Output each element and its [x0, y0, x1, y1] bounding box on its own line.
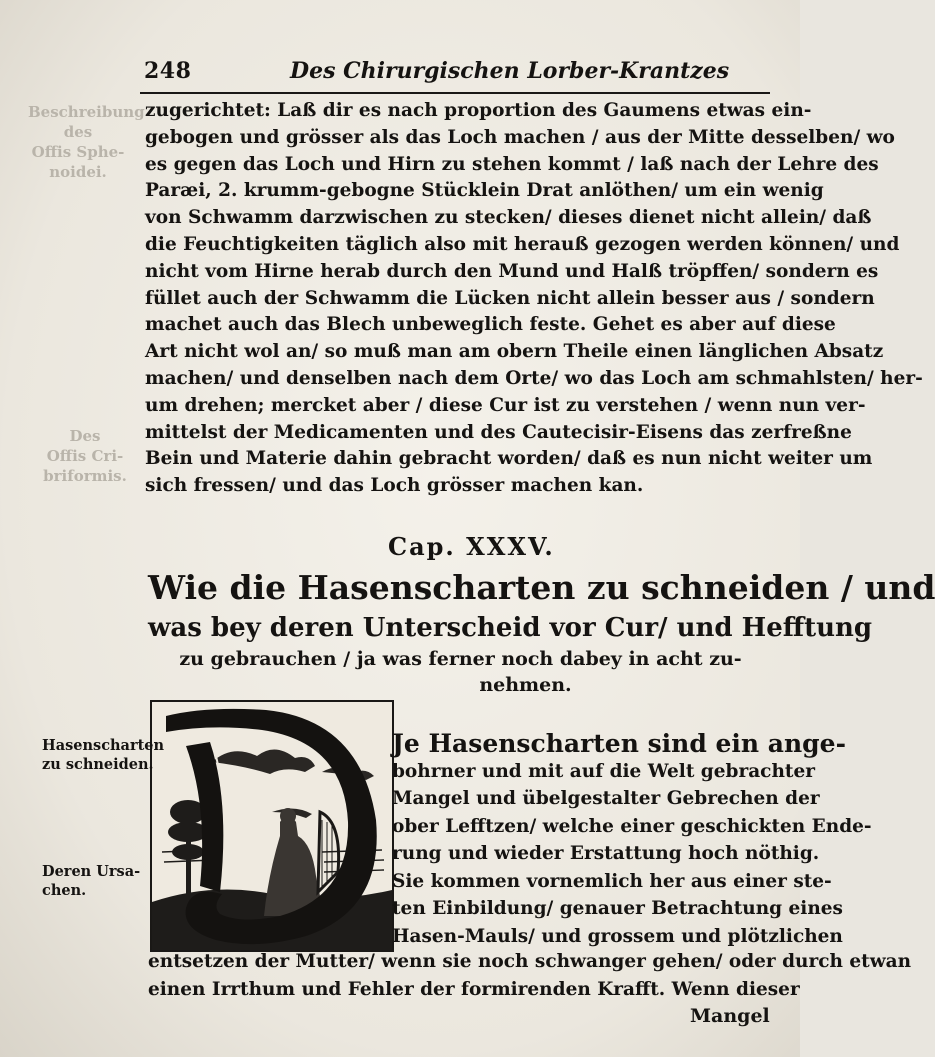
- chapter-title: [148, 566, 935, 698]
- text-line: Je Hasenscharten sind ein ange-: [392, 729, 846, 758]
- chapter-title-line: was bey deren Unterscheid vor Cur/ und Hefftung: [148, 613, 873, 643]
- margin-note-hasenscharten: [42, 736, 164, 774]
- chapter-title-line: nehmen.: [479, 674, 572, 696]
- margin-note-line: Hasenscharten: [42, 737, 165, 754]
- text-line: einen Irrthum und Fehler der formirenden Krafft. Wenn dieser: [148, 979, 800, 1000]
- paragraph-continued: [145, 98, 923, 500]
- page-number: 248: [144, 58, 192, 84]
- text-line: es gegen das Loch und Hirn zu stehen kommt / laß nach der Lehre des: [145, 153, 879, 175]
- ghost-note-line: Beschreibung: [28, 103, 145, 121]
- text-line: füllet auch der Schwamm die Lücken nicht allein besser aus / sondern: [145, 287, 875, 309]
- text-line: gebogen und grösser als das Loch machen / aus der Mitte desselben/ wo: [145, 126, 895, 148]
- text-line: machet auch das Blech unbeweglich feste. Gehet es aber auf diese: [145, 314, 836, 336]
- chapter-label: Cap. XXXV.: [388, 532, 555, 561]
- text-line: ten Einbildung/ genauer Betrachtung eines: [392, 898, 843, 919]
- paragraph-opening: [392, 729, 872, 950]
- chapter-title-line: Wie die Hasenscharten zu schneiden / und: [148, 568, 935, 607]
- ghost-margin-note-1: [28, 102, 145, 182]
- text-line: Paræi, 2. krumm-gebogne Stücklein Drat anlöthen/ um ein wenig: [145, 180, 824, 202]
- text-line: ober Lefftzen/ welche einer geschickten Ende-: [392, 815, 872, 837]
- text-line: Sie kommen vornemlich her aus einer ste-: [392, 870, 832, 892]
- text-line: mittelst der Medicamenten und des Cautecisir-Eisens das zerfreßne: [145, 421, 852, 443]
- margin-note-line: Deren Ursa-: [42, 863, 141, 880]
- ghost-note-line: Offis Cri-: [46, 447, 124, 465]
- ghost-note-line: Offis Sphe-: [31, 143, 125, 161]
- text-line: zugerichtet: Laß dir es nach proportion des Gaumens etwas ein-: [145, 100, 812, 121]
- margin-note-line: chen.: [42, 882, 87, 899]
- text-line: Art nicht wol an/ so muß man am obern Theile einen länglichen Absatz: [145, 341, 884, 363]
- margin-note-line: zu schneiden.: [42, 756, 154, 773]
- woodcut-illustration: [152, 702, 392, 950]
- text-line: sich fressen/ und das Loch grösser machen kan.: [145, 475, 644, 497]
- woodcut-initial-d-icon: [150, 700, 394, 952]
- text-line: machen/ und denselben nach dem Orte/ wo das Loch am schmahlsten/ her-: [145, 367, 923, 389]
- ghost-note-line: briformis.: [43, 467, 127, 485]
- text-line: nicht vom Hirne herab durch den Mund und Halß tröpffen/ sondern es: [145, 260, 879, 282]
- text-line: Bein und Materie dahin gebracht worden/ daß es nun nicht weiter um: [145, 448, 873, 470]
- ghost-note-line: Des: [69, 427, 101, 445]
- page-header: [140, 52, 770, 94]
- paragraph-opening-continued: [148, 948, 912, 1004]
- ghost-note-line: noidei.: [49, 163, 107, 181]
- ghost-note-line: des: [63, 123, 93, 141]
- running-head: Des Chirurgischen Lorber-Krantzes: [290, 58, 730, 84]
- text-line: entsetzen der Mutter/ wenn sie noch schwanger gehen/ oder durch etwan: [148, 951, 912, 972]
- catchword: Mangel: [690, 1005, 770, 1027]
- text-line: rung und wieder Erstattung hoch nöthig.: [392, 843, 820, 864]
- chapter-title-line: zu gebrauchen / ja was ferner noch dabey in acht zu-: [179, 648, 742, 670]
- text-line: bohrner und mit auf die Welt gebrachter: [392, 760, 815, 782]
- text-line: die Feuchtigkeiten täglich also mit herauß gezogen werden können/ und: [145, 233, 900, 255]
- margin-note-ursachen: [42, 862, 140, 900]
- text-line: Hasen-Mauls/ und grossem und plötzlichen: [392, 925, 843, 947]
- text-line: von Schwamm darzwischen zu stecken/ dieses dienet nicht allein/ daß: [145, 207, 872, 229]
- text-line: um drehen; mercket aber / diese Cur ist zu verstehen / wenn nun ver-: [145, 394, 866, 416]
- text-line: Mangel und übelgestalter Gebrechen der: [392, 788, 820, 809]
- ghost-margin-note-2: [40, 426, 130, 486]
